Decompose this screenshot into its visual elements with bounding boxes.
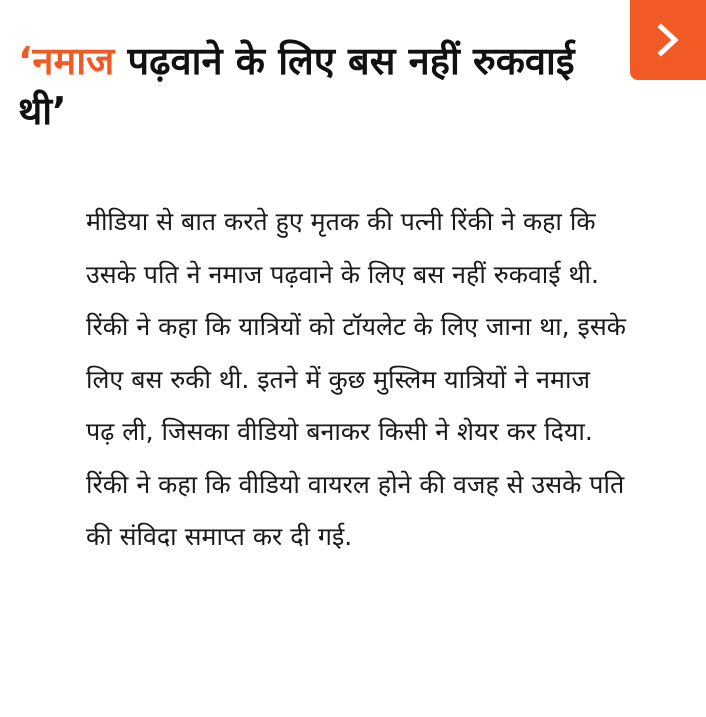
- next-article-button[interactable]: [630, 0, 706, 80]
- article-headline: [18, 36, 618, 136]
- headline-accent: ‘नमाज: [18, 39, 115, 83]
- scroll-indicator-icon: [612, 705, 662, 717]
- chevron-right-icon: [653, 22, 683, 58]
- headline-rest: पढ़वाने के लिए बस नहीं रुकवाई थी’: [18, 39, 575, 133]
- article-body: मीडिया से बात करते हुए मृतक की पत्नी रिंकी ने कहा कि उसके पति ने नमाज पढ़वाने के लिए बस नहीं रुकवाई थी. रिंकी ने कहा कि यात्रियों को टॉयलेट के लिए जाना था, इसके लिए बस रुकी थी. इतने में कुछ मुस्लिम यात्रियों ने नमाज पढ़ ली, जिसका वीडियो बनाकर किसी ने शेयर कर दिया. रिंकी ने कहा कि वीडियो वायरल होने की वजह से उसके पति की संविदा समाप्त कर दी गई.: [86, 207, 626, 551]
